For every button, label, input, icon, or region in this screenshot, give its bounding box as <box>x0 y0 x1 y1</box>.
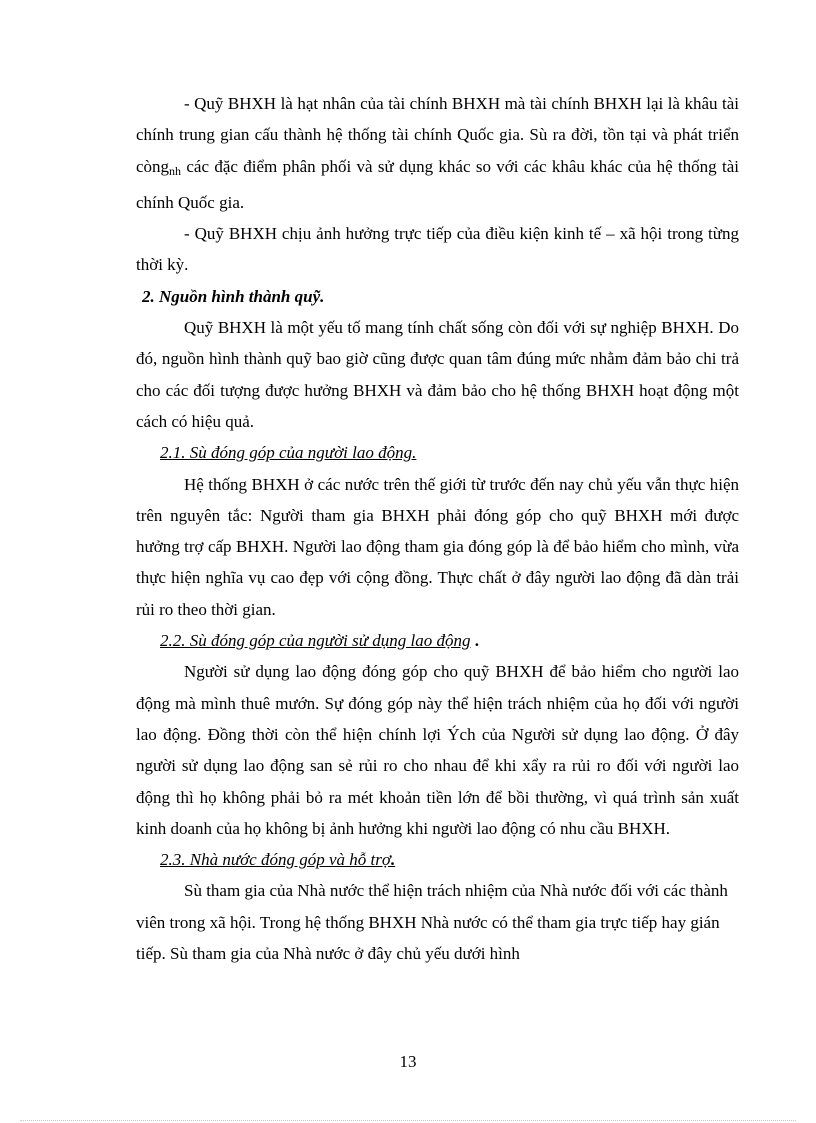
subheading-employer-contribution <box>136 625 739 656</box>
paragraph-fund-core-subscript: nh <box>169 163 182 178</box>
subheading-state-contribution-text: 2.3. Nhà nước đóng góp và hỗ trợ <box>160 850 391 870</box>
paragraph-fund-core <box>136 88 739 218</box>
paragraph-employer-contribution: Người sử dụng lao động đóng góp cho quỹ BHXH để bảo hiểm cho người lao động mà mình thuê mướn. Sự đóng góp này thể hiện trách nhiệm của họ đối với người lao động. Đồng thời còn thể hiện chính lợi Ých của Người sử dụng lao động. Ở đây người sử dụng lao động san sẻ rủi ro cho nhau để khi xẩy ra rủi ro đối với người lao động thì họ không phải bỏ ra mét khoản tiền lớn để bồi thường, vì quá trình sản xuất kinh doanh của họ không bị ảnh hưởng khi người lao động có nhu cầu BHXH. <box>136 662 739 838</box>
paragraph-state-contribution: Sù tham gia của Nhà nước thể hiện trách nhiệm của Nhà nước đối với các thành viên trong xã hội. Trong hệ thống BHXH Nhà nước có thể tham gia trực tiếp hay gián tiếp. Sù tham gia của Nhà nước ở đây chủ yếu dưới hình <box>136 881 728 964</box>
subheading-worker-contribution <box>136 437 739 468</box>
page-number: 13 <box>399 1052 417 1071</box>
subheading-employer-contribution-tail: . <box>470 631 479 651</box>
subheading-state-contribution-tail: . <box>390 850 396 870</box>
paragraph-fund-sources: Quỹ BHXH là một yếu tố mang tính chất sống còn đối với sự nghiệp BHXH. Do đó, nguồn hình thành quỹ bao giờ cũng được quan tâm đúng mức nhằm đảm bảo chi trả cho các đối tượng được hưởng BHXH và đảm bảo cho hệ thống BHXH hoạt động một cách có hiệu quả. <box>136 318 739 431</box>
section-heading-fund-sources: 2. Nguồn hình thành quỹ. <box>142 286 325 306</box>
paragraph-fund-core-rest: các đặc điểm phân phối và sử dụng khác so với các khâu khác của hệ thống tài chính Quốc gia. <box>136 156 739 212</box>
document-body <box>136 88 739 969</box>
subheading-employer-contribution-text: 2.2. Sù đóng góp của người sử dụng lao động <box>160 631 471 651</box>
subheading-worker-contribution-text: 2.1. Sù đóng góp của người lao động. <box>160 443 417 463</box>
paragraph-fund-influence: - Quỹ BHXH chịu ảnh hưởng trực tiếp của điều kiện kinh tế – xã hội trong từng thời kỳ. <box>136 224 739 275</box>
subheading-state-contribution <box>136 844 739 875</box>
paragraph-worker-contribution: Hệ thống BHXH ở các nước trên thế giới từ trước đến nay chủ yếu vẫn thực hiện trên nguyên tắc: Người tham gia BHXH phải đóng góp cho quỹ BHXH mới được hưởng trợ cấp BHXH. Người lao động tham gia đóng góp là để bảo hiểm cho mình, vừa thực hiện nghĩa vụ cao đẹp với cộng đồng. Thực chất ở đây người lao động đã dàn trải rủi ro theo thời gian. <box>136 474 739 619</box>
paragraph-fund-core-text: - Quỹ BHXH là hạt nhân của tài chính BHXH mà tài chính BHXH lại là khâu tài chính trung gian cấu thành hệ thống tài chính Quốc gia. Sù ra đời, tồn tại và phát triển còng <box>136 94 739 176</box>
page-bottom-divider <box>20 1120 796 1121</box>
